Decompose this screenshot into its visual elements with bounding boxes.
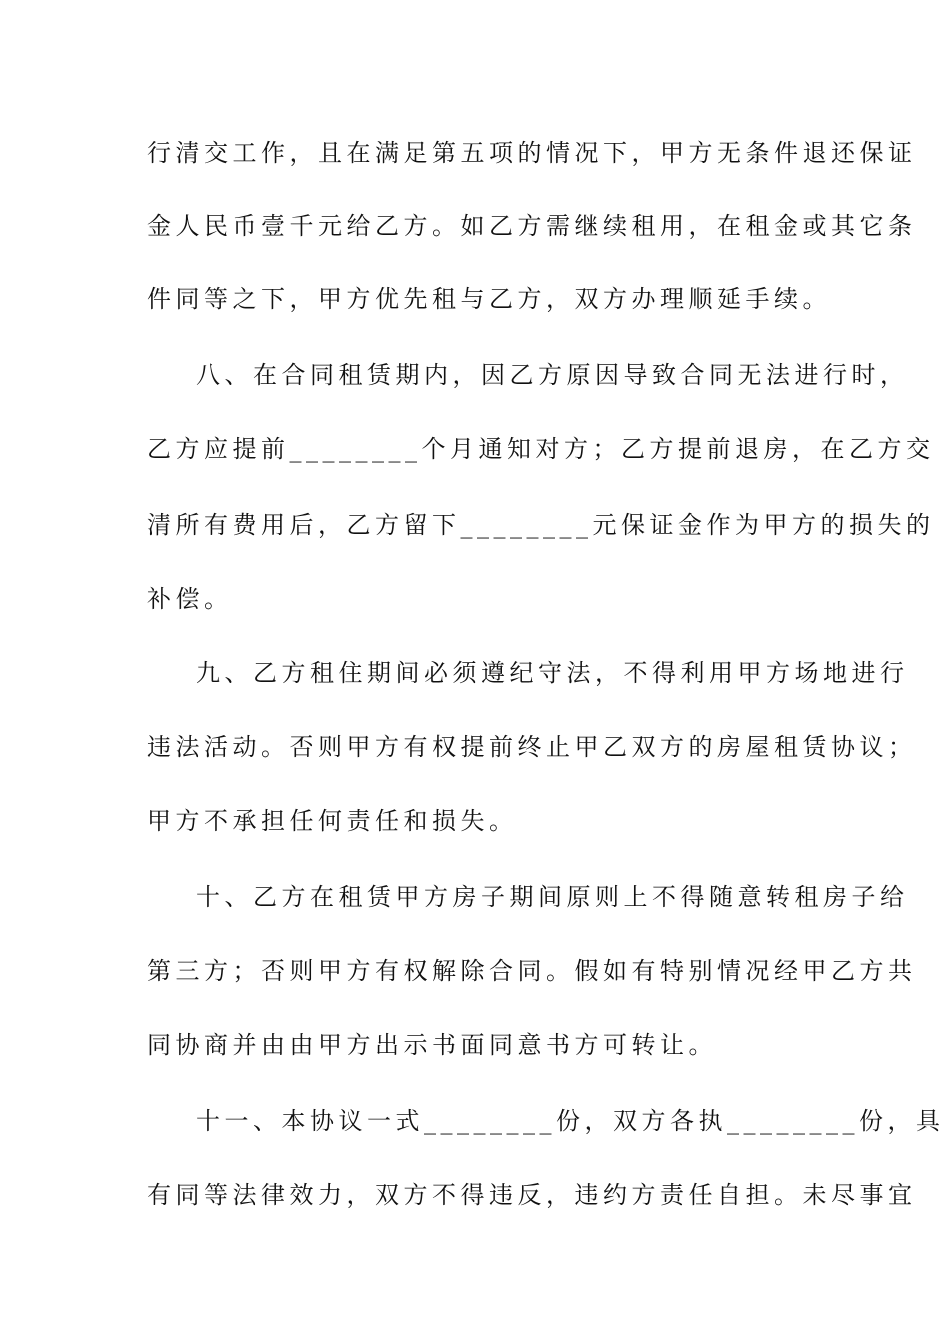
text-line: 乙方应提前________个月通知对方；乙方提前退房，在乙方交	[147, 435, 935, 463]
text-line: 金人民币壹千元给乙方。如乙方需继续租用，在租金或其它条	[147, 212, 917, 240]
text-line: 清所有费用后，乙方留下________元保证金作为甲方的损失的	[147, 511, 935, 539]
text-line: 行清交工作，且在满足第五项的情况下，甲方无条件退还保证	[147, 139, 917, 167]
paragraph-start-line: 十、乙方在租赁甲方房子期间原则上不得随意转租房子给	[196, 883, 909, 911]
text-line: 件同等之下，甲方优先租与乙方，双方办理顺延手续。	[147, 285, 831, 313]
paragraph-start-line: 九、乙方租住期间必须遵纪守法，不得利用甲方场地进行	[196, 659, 909, 687]
text-line: 补偿。	[147, 585, 233, 613]
paragraph-start-line: 八、在合同租赁期内，因乙方原因导致合同无法进行时，	[196, 361, 909, 389]
paragraph-start-line: 十一、本协议一式________份，双方各执________份，具	[196, 1107, 945, 1135]
text-line: 甲方不承担任何责任和损失。	[147, 807, 518, 835]
text-line: 第三方；否则甲方有权解除合同。假如有特别情况经甲乙方共	[147, 957, 917, 985]
text-line: 违法活动。否则甲方有权提前终止甲乙双方的房屋租赁协议；	[147, 733, 917, 761]
text-line: 有同等法律效力，双方不得违反，违约方责任自担。未尽事宜	[147, 1181, 917, 1209]
text-line: 同协商并由由甲方出示书面同意书方可转让。	[147, 1031, 717, 1059]
